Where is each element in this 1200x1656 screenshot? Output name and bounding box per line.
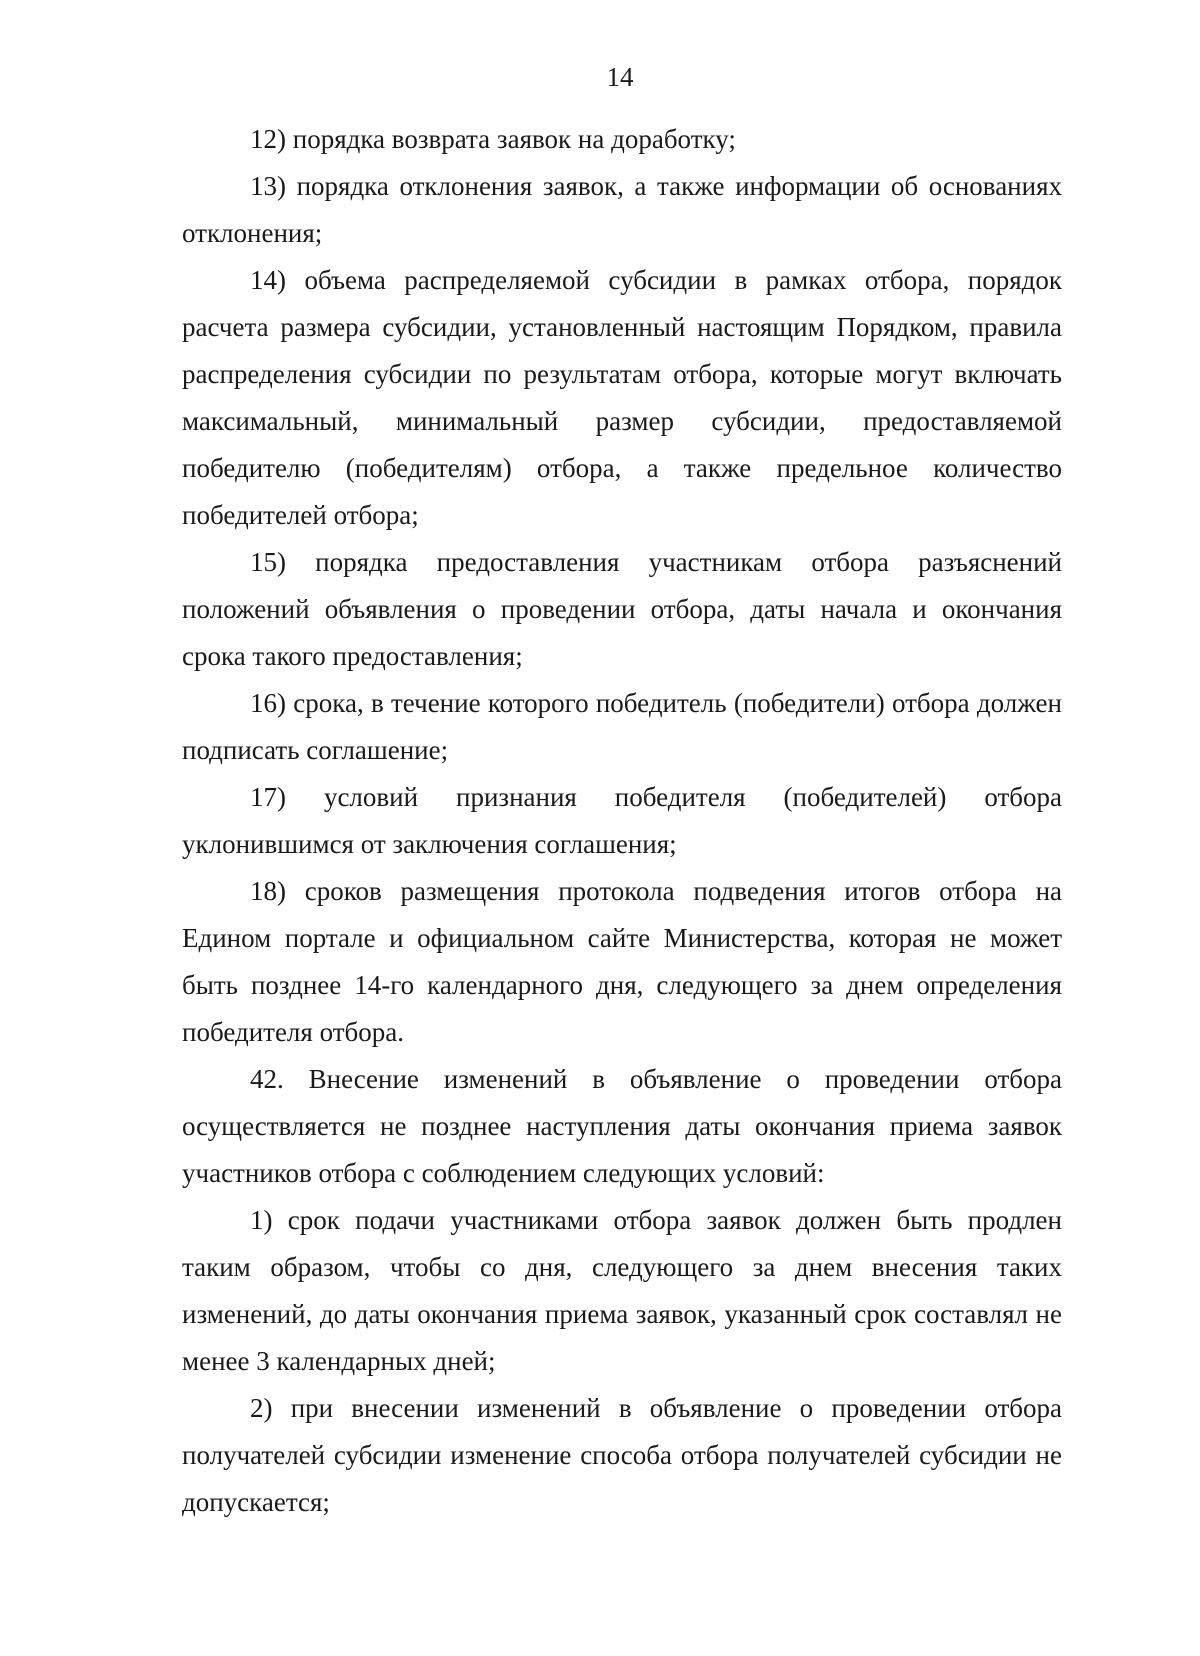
paragraph-item-13: 13) порядка отклонения заявок, а также информации об основаниях отклонения; xyxy=(182,171,1062,248)
paragraph-item-18: 18) сроков размещения протокола подведения итогов отбора на Едином портале и официальном сайте Министерства, которая не может быть позднее 14-го календарного дня, следующего за днем определения победителя отбора. xyxy=(182,876,1062,1047)
paragraph-item-14: 14) объема распределяемой субсидии в рамках отбора, порядок расчета размера субсидии, установленный настоящим Порядком, правила распределения субсидии по результатам отбора, которые могут включать максимальный, минимальный размер субсидии, предоставляемой победителю (победителям) отбора, а также предельное количество победителей отбора; xyxy=(182,265,1062,530)
paragraph-item-15: 15) порядка предоставления участникам отбора разъяснений положений объявления о проведении отбора, даты начала и окончания срока такого предоставления; xyxy=(182,547,1062,671)
paragraph-item-17: 17) условий признания победителя (победителей) отбора уклонившимся от заключения соглашения; xyxy=(182,782,1062,859)
paragraph-condition-1: 1) срок подачи участниками отбора заявок должен быть продлен таким образом, чтобы со дня, следующего за днем внесения таких изменений, до даты окончания приема заявок, указанный срок составлял не менее 3 календарных дней; xyxy=(182,1205,1062,1376)
paragraph-item-16: 16) срока, в течение которого победитель (победители) отбора должен подписать соглашение; xyxy=(182,688,1062,765)
paragraph-condition-2: 2) при внесении изменений в объявление о проведении отбора получателей субсидии изменение способа отбора получателей субсидии не допускается; xyxy=(182,1393,1062,1517)
document-body xyxy=(182,116,1062,1526)
paragraph-item-12: 12) порядка возврата заявок на доработку; xyxy=(250,124,736,154)
paragraph-clause-42: 42. Внесение изменений в объявление о проведении отбора осуществляется не позднее наступления даты окончания приема заявок участников отбора с соблюдением следующих условий: xyxy=(182,1064,1062,1188)
page-number: 14 xyxy=(606,62,634,92)
